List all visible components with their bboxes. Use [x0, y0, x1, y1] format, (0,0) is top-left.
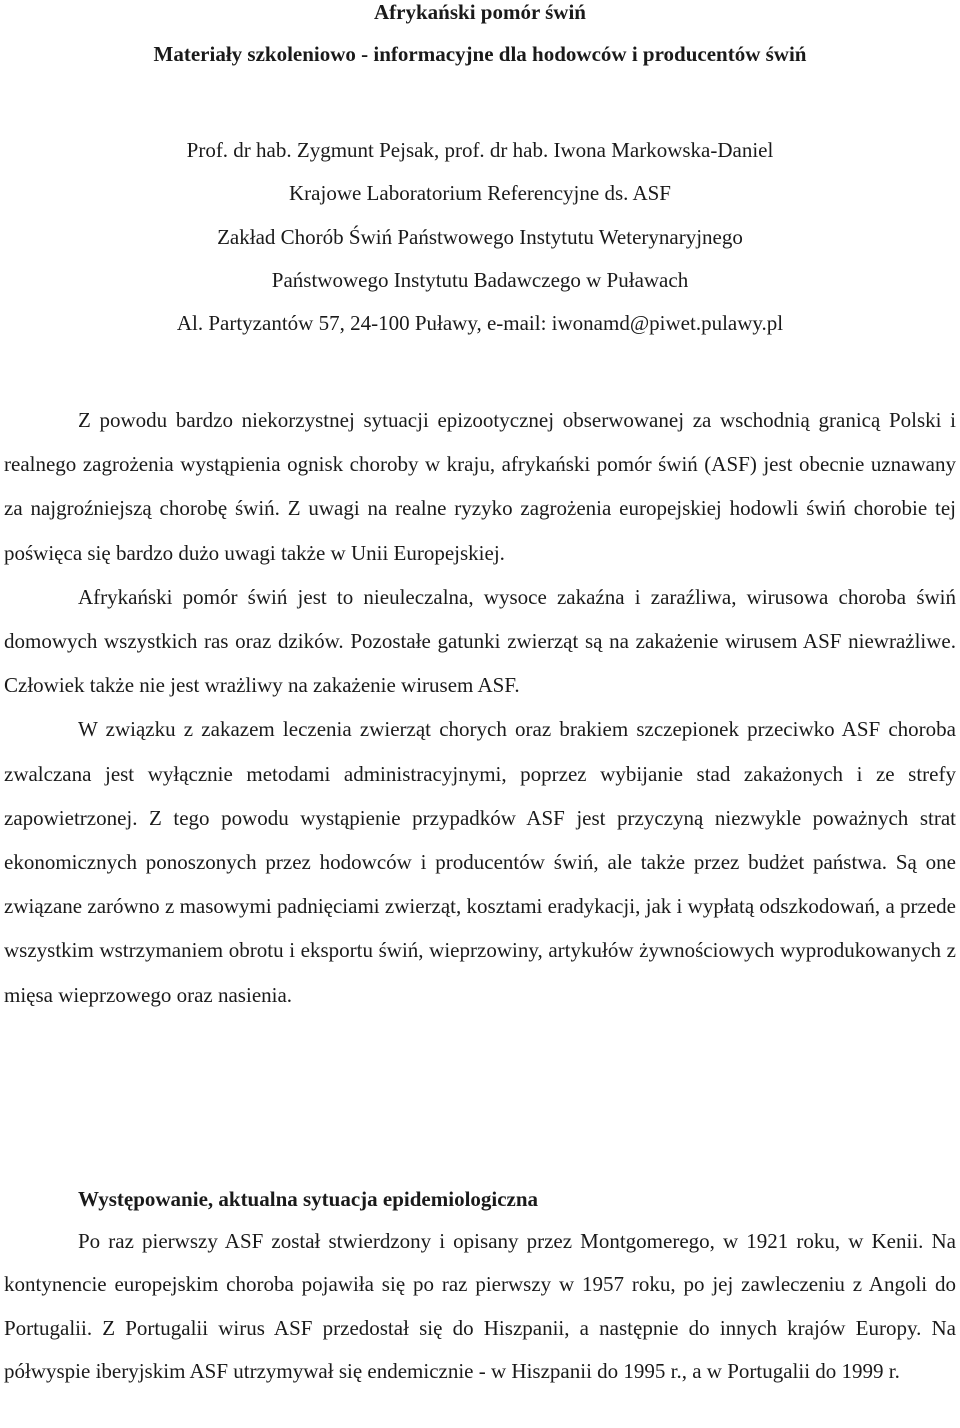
paragraph: Po raz pierwszy ASF został stwierdzony i opisany przez Montgomerego, w 1921 roku, w Kenii. Na kontynencie europejskim choroba pojawiła się po raz pierwszy w 1957 roku, po jej zawleczeniu z Angoli do Portugalii. Z Portugalii wirus ASF przedostał się do Hiszpanii, a następnie do innych krajów Europy. Na półwyspie iberyjskim ASF utrzymywał się endemicznie - w Hiszpanii do 1995 r., a w Portugalii do 1999 r. — [4, 1229, 956, 1383]
author-names: Prof. dr hab. Zygmunt Pejsak, prof. dr hab. Iwona Markowska-Daniel — [186, 138, 774, 162]
intro-section — [4, 398, 956, 1017]
author-address: Al. Partyzantów 57, 24-100 Puławy, e-mail: iwonamd@piwet.pulawy.pl — [176, 311, 784, 336]
section-heading: Występowanie, aktualna sytuacja epidemiologiczna — [78, 1187, 539, 1211]
author-block — [0, 129, 960, 345]
occurrence-section — [4, 1178, 956, 1393]
author-department: Zakład Chorób Świń Państwowego Instytutu Weterynaryjnego — [217, 224, 743, 249]
author-institute: Państwowego Instytutu Badawczego w Puławach — [271, 267, 689, 292]
author-lab: Krajowe Laboratorium Referencyjne ds. ASF — [289, 181, 671, 206]
document-subtitle: Materiały szkoleniowo - informacyjne dla hodowców i producentów świń — [153, 42, 807, 66]
paragraph: Afrykański pomór świń jest to nieuleczalna, wysoce zakaźna i zaraźliwa, wirusowa choroba świń domowych wszystkich ras oraz dzików. Pozostałe gatunki zwierząt są na zakażenie wirusem ASF niewrażliwe. Człowiek także nie jest wrażliwy na zakażenie wirusem ASF. — [4, 584, 956, 698]
document-title: Afrykański pomór świń — [374, 0, 586, 24]
paragraph: W związku z zakazem leczenia zwierząt chorych oraz brakiem szczepionek przeciwko ASF choroba zwalczana jest wyłącznie metodami administracyjnymi, poprzez wybijanie stad zakażonych i ze strefy zapowietrzonej. Z tego powodu wystąpienie przypadków ASF jest przyczyną niezwykle poważnych strat ekonomicznych ponoszonych przez hodowców i producentów świń, ale także przez budżet państwa. Są one związane zarówno z masowymi padnięciami zwierząt, kosztami eradykacji, jak i wypłatą odszkodowań, a przede wszystkim wstrzymaniem obrotu i eksportu świń, wieprzowiny, artykułów żywnościowych wyprodukowanych z mięsa wieprzowego oraz nasienia. — [4, 717, 956, 1007]
paragraph: Z powodu bardzo niekorzystnej sytuacji epizootycznej obserwowanej za wschodnią granicą Polski i realnego zagrożenia wystąpienia ognisk choroby w kraju, afrykański pomór świń (ASF) jest obecnie uznawany za najgroźniejszą chorobę świń. Z uwagi na realne ryzyko zagrożenia europejskiej hodowli świń chorobie tej poświęca się bardzo dużo uwagi także w Unii Europejskiej. — [4, 408, 956, 565]
